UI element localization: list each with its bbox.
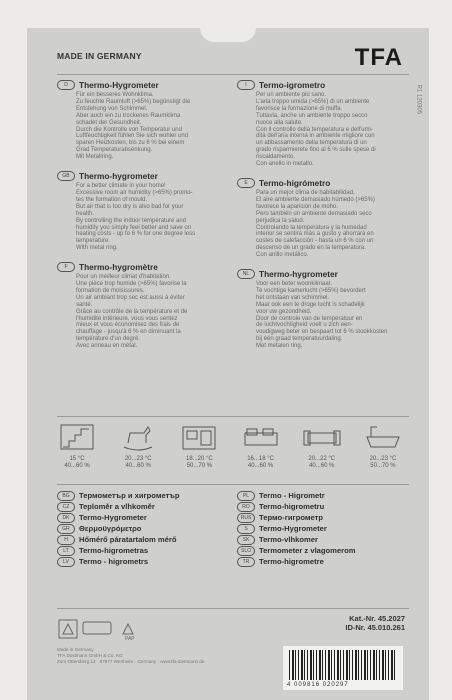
divider bbox=[57, 74, 409, 75]
room-humidity: 40...60 % bbox=[247, 463, 274, 469]
description-line: descenso de un grado en la temperatura. bbox=[256, 245, 366, 252]
description-line: Door de controle van de temperatuur en bbox=[256, 315, 363, 322]
room-humidity: 50...70 % bbox=[370, 463, 396, 469]
description-line: voudigweg beter en bespaart tot 6 % stookkosten bbox=[256, 329, 388, 336]
description-line: voor uw gezondheid. bbox=[256, 308, 312, 315]
language-block bbox=[57, 171, 227, 252]
description-line: With metal ring. bbox=[76, 245, 118, 252]
description-line: Voor een beter woonklimaat. bbox=[256, 281, 333, 288]
language-title: Termo-higrometre bbox=[259, 557, 324, 566]
language-code-badge: GR bbox=[57, 524, 75, 534]
description-line: favorisce la formazione di muffa. bbox=[256, 105, 343, 112]
language-title-row bbox=[57, 501, 232, 512]
language-code-badge: LV bbox=[57, 557, 75, 567]
description-line: grado risparmierete fino al 6 % sulle spese di bbox=[256, 147, 376, 154]
language-code-badge: RUS bbox=[237, 513, 255, 523]
kitchen-icon bbox=[177, 421, 221, 453]
barcode-bars bbox=[289, 650, 397, 680]
block-header bbox=[237, 178, 407, 188]
block-title: Thermo-hygromètre bbox=[79, 262, 158, 273]
block-header bbox=[237, 80, 407, 90]
description-line: l'humidité intérieure, vous vous sentez bbox=[76, 315, 178, 322]
description-line: Controlando la temperatura y la humedad bbox=[256, 224, 367, 231]
block-header bbox=[57, 262, 227, 272]
language-code-badge: H bbox=[57, 535, 75, 545]
block-header bbox=[57, 80, 227, 90]
recycling-symbols bbox=[57, 616, 147, 642]
language-code-badge: TR bbox=[237, 557, 255, 567]
language-title-row bbox=[57, 534, 232, 545]
vertical-code: R1 120305 bbox=[415, 84, 421, 114]
room-humidity: 40...60 % bbox=[309, 463, 335, 469]
language-title: Termo - Higrometr bbox=[259, 491, 325, 500]
description-line: favorece la aparición de moho. bbox=[256, 203, 339, 210]
id-nr: ID-Nr. 45.010.261 bbox=[345, 623, 405, 632]
left-description-column bbox=[57, 80, 227, 360]
language-code-badge: BG bbox=[57, 491, 75, 501]
rocking-horse-icon bbox=[116, 421, 160, 453]
tfa-logo: TFA bbox=[354, 44, 403, 71]
description-line: mieux et vous économisez des frais de bbox=[76, 322, 180, 329]
language-code-badge: SK bbox=[237, 535, 255, 545]
description-line: schadet der Gesundheit. bbox=[76, 119, 142, 126]
article-numbers bbox=[345, 614, 405, 632]
description-line: interior se sentirá más a gusto y ahorrará en bbox=[256, 231, 374, 238]
room-humidity: 40...60 % bbox=[125, 463, 151, 469]
description-line: Excessive room air humidity (>65%) promo- bbox=[76, 189, 193, 196]
language-title: Termo-Hygrometer bbox=[259, 524, 327, 533]
language-title: Hőmérő páratartalom mérő bbox=[79, 535, 177, 544]
language-title-row bbox=[237, 501, 412, 512]
language-title-row bbox=[57, 545, 232, 556]
description-line: health. bbox=[76, 210, 95, 217]
description-line: Mit Metallring. bbox=[76, 154, 114, 161]
room-humidity: 40...60 % bbox=[64, 463, 90, 469]
description-line: Grad Temperaturabsenkung. bbox=[76, 147, 153, 154]
room-temperature: 20...22 °C bbox=[308, 456, 336, 462]
block-description bbox=[76, 274, 227, 350]
language-title: Θερμοϋγρόμετρο bbox=[79, 524, 142, 533]
language-title-row bbox=[57, 556, 232, 567]
language-title-row bbox=[237, 523, 412, 534]
description-line: dità dell'aria interna in ambiente migliore con bbox=[256, 133, 375, 140]
made-in-label: MADE IN GERMANY bbox=[57, 51, 142, 61]
language-title: Termo-higrometras bbox=[79, 546, 149, 555]
room-temperature: 20...23 °C bbox=[369, 456, 397, 462]
description-line: sparen Heizkosten, bis zu 6 % bei einem bbox=[76, 140, 185, 147]
block-title: Termo-higrómetro bbox=[259, 177, 331, 188]
room-item bbox=[355, 421, 411, 470]
language-code-badge: RO bbox=[237, 502, 255, 512]
description-line: costes de calefacción - hasta un 6 % con un bbox=[256, 238, 374, 245]
language-title: Teploměr a vlhkoměr bbox=[79, 502, 155, 511]
block-title: Thermo-Hygrometer bbox=[79, 80, 159, 90]
block-description bbox=[76, 92, 227, 161]
language-block bbox=[57, 80, 227, 161]
language-code-badge: NL bbox=[237, 269, 255, 279]
divider bbox=[57, 484, 409, 485]
right-description-column bbox=[237, 80, 407, 360]
description-line: nuoce alla salute. bbox=[256, 119, 303, 126]
language-title-row bbox=[237, 534, 412, 545]
room-temperature: 15 °C bbox=[69, 456, 85, 462]
description-line: tes the formation of mould. bbox=[76, 196, 148, 203]
description-line: Un air ambiant trop sec est aussi à éviter bbox=[76, 294, 185, 301]
description-line: Con il controllo della temperatura e dell'umi- bbox=[256, 126, 373, 133]
bathtub-icon bbox=[361, 421, 405, 453]
language-title-row bbox=[57, 490, 232, 501]
language-block bbox=[237, 80, 407, 168]
description-line: For a better climate in your home! bbox=[76, 183, 166, 190]
description-line: Une pièce trop humide (>65%) favorise la bbox=[76, 281, 187, 288]
room-humidity: 50...70 % bbox=[186, 463, 213, 469]
description-line: L'aria troppo umida (>65%) di un ambiente bbox=[256, 98, 370, 105]
description-line: Maar ook een te droge lucht is schadelijk bbox=[256, 301, 365, 308]
description-line: de luchtvochtigheid voelt u zich een- bbox=[256, 322, 353, 329]
room-item bbox=[171, 421, 227, 470]
divider bbox=[57, 608, 409, 609]
description-line: riscaldamento. bbox=[256, 154, 296, 161]
sofa-icon bbox=[300, 421, 344, 453]
hang-hole bbox=[200, 20, 256, 42]
language-title: Termo-higrometru bbox=[259, 502, 325, 511]
language-title: Термометър и хигрометър bbox=[79, 491, 180, 500]
room-temperature: 18...20 °C bbox=[186, 456, 213, 462]
description-line: Luftfeuchtigkeit fühlen Sie sich wohler und bbox=[76, 133, 189, 140]
language-title-row bbox=[57, 512, 232, 523]
language-title: Termo-vlhkomer bbox=[259, 535, 318, 544]
block-description bbox=[256, 92, 407, 168]
language-code-badge: I bbox=[237, 80, 255, 90]
description-line: Met metalen ring. bbox=[256, 343, 303, 350]
description-line: By controlling the indoor temperature and bbox=[76, 217, 187, 224]
language-title-row bbox=[57, 523, 232, 534]
description-line: Pour un meilleur climat d'habitation. bbox=[76, 274, 171, 281]
room-temperature: 20...23 °C bbox=[124, 456, 152, 462]
bed-icon bbox=[239, 421, 283, 453]
block-description bbox=[256, 190, 407, 259]
language-title-row bbox=[237, 490, 412, 501]
language-code-badge: DK bbox=[57, 513, 75, 523]
language-code-badge: PL bbox=[237, 491, 255, 501]
language-title-row bbox=[237, 512, 412, 523]
description-line: bij één graad temperatuurdaling. bbox=[256, 336, 343, 343]
company-address: Zum Ottersberg 12 · 97877 Wertheim · Germany · www.tfa-dostmann.de bbox=[57, 659, 205, 664]
description-line: Avec anneau en métal. bbox=[76, 343, 138, 350]
description-line: heating costs - up to 6 % for one degree less bbox=[76, 231, 196, 238]
language-code-badge: F bbox=[57, 262, 75, 272]
description-line: Pero también un ambiente demasiado seco bbox=[256, 210, 372, 217]
language-code-badge: GB bbox=[57, 171, 75, 181]
description-line: un abbassamento della temperatura di un bbox=[256, 140, 367, 147]
barcode-number: 4 009816 020297 bbox=[287, 682, 349, 688]
language-block bbox=[57, 262, 227, 350]
description-line: Per un ambiente più sano. bbox=[256, 92, 327, 98]
description-line: Tuttavia, anche un ambiente troppo secco bbox=[256, 112, 368, 119]
made-in-small: Made in Germany bbox=[57, 647, 94, 652]
description-line: Con anello in metallo. bbox=[256, 161, 314, 168]
description-line: het ontstaan van schimmel. bbox=[256, 294, 330, 301]
description-line: humidity you simply feel better and save on bbox=[76, 224, 192, 231]
language-code-badge: S bbox=[237, 524, 255, 534]
room-item bbox=[294, 421, 350, 470]
description-line: santé. bbox=[76, 301, 93, 308]
description-line: temperature. bbox=[76, 238, 111, 245]
block-title: Thermo-hygrometer bbox=[259, 269, 338, 280]
language-code-badge: LT bbox=[57, 546, 75, 556]
room-item bbox=[110, 421, 166, 470]
block-title: Thermo-hygrometer bbox=[79, 171, 158, 182]
description-line: Grâce au contrôle de la température et de bbox=[76, 308, 188, 315]
language-title: Termometer z vlagomerom bbox=[259, 546, 356, 555]
description-line: chauffage - jusqu'à 6 % en diminuant la bbox=[76, 329, 181, 336]
block-title: Termo-igrometro bbox=[259, 80, 326, 90]
svg-text:PAP: PAP bbox=[125, 636, 135, 642]
description-line: perjudica la salud. bbox=[256, 217, 305, 224]
description-line: formation de moisissures. bbox=[76, 287, 145, 294]
language-code-badge: E bbox=[237, 178, 255, 188]
language-code-badge: SLO bbox=[237, 546, 255, 556]
block-description bbox=[76, 183, 227, 252]
language-title: Termo-Hygrometer bbox=[79, 513, 147, 522]
kat-nr: Kat.-Nr. 45.2027 bbox=[349, 614, 405, 623]
description-line: Aber auch ein zu trockenes Raumklima bbox=[76, 112, 181, 119]
language-block bbox=[237, 269, 407, 350]
room-item bbox=[49, 421, 105, 470]
block-description bbox=[256, 281, 407, 350]
language-title-row bbox=[237, 556, 412, 567]
language-title: Termo - higrometrs bbox=[79, 557, 149, 566]
language-block bbox=[237, 178, 407, 259]
room-item bbox=[233, 421, 289, 470]
ean-barcode bbox=[283, 646, 403, 690]
divider bbox=[57, 416, 409, 417]
block-header bbox=[237, 269, 407, 279]
language-list-left bbox=[57, 490, 232, 567]
language-code-badge: CZ bbox=[57, 502, 75, 512]
stairs-icon bbox=[55, 421, 99, 453]
footer-info bbox=[57, 616, 204, 665]
description-line: température d'un degré. bbox=[76, 336, 140, 343]
description-line: Zu feuchte Raumluft (>65%) begünstigt die bbox=[76, 98, 191, 105]
description-line: Für ein besseres Wohnklima. bbox=[76, 92, 154, 98]
language-code-badge: D bbox=[57, 80, 75, 90]
language-title: Термо-гигрометр bbox=[259, 513, 323, 522]
block-header bbox=[57, 171, 227, 181]
room-climate-icons bbox=[49, 421, 411, 470]
language-list-right bbox=[237, 490, 412, 567]
description-line: Durch die Kontrolle von Temperatur und bbox=[76, 126, 182, 133]
description-line: Te vochtige kamerlucht (>65%) bevordert bbox=[256, 287, 366, 294]
description-line: Para un mejor clima de habitabilidad. bbox=[256, 189, 355, 196]
product-backing-card bbox=[27, 28, 429, 700]
description-line: But air that is too dry is also bad for your bbox=[76, 203, 184, 210]
company-name: TFA Dostmann GmbH & Co. KG bbox=[57, 653, 123, 658]
description-line: Entstehung von Schimmel. bbox=[76, 105, 148, 112]
room-temperature: 16...18 °C bbox=[247, 456, 274, 462]
language-title-row bbox=[237, 545, 412, 556]
description-line: Con anillo metálico. bbox=[256, 252, 309, 259]
description-line: El aire ambiente demasiado húmedo (>65%) bbox=[256, 196, 375, 203]
